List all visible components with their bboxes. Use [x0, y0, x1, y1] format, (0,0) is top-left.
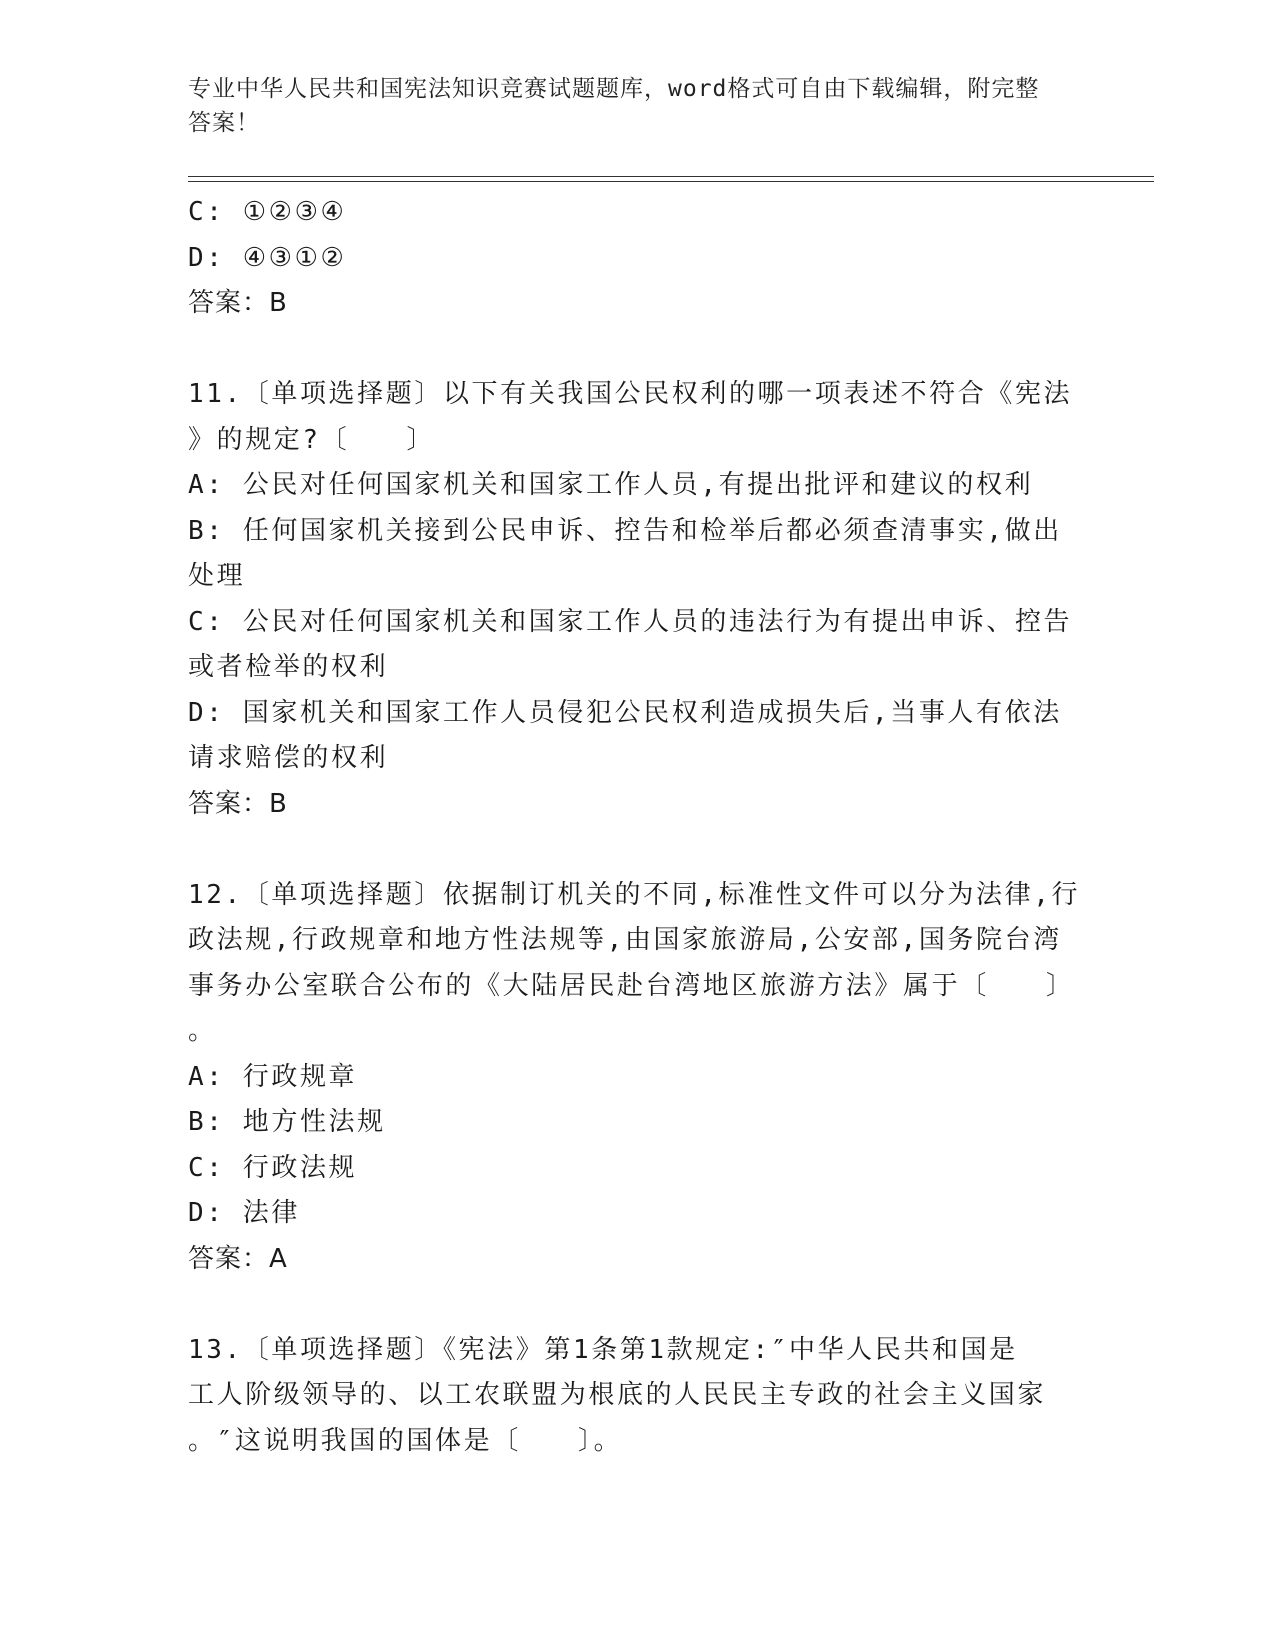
header-rule-top	[188, 176, 1154, 177]
option-d-cont: 请求赔偿的权利	[188, 743, 389, 773]
option-b: B: 任何国家机关接到公民申诉、控告和检举后都必须查清事实,做出	[188, 515, 1062, 546]
option-c-cont: 或者检举的权利	[188, 652, 389, 682]
option-d: D: 法律	[188, 1198, 300, 1228]
question-stem-cont: 》的规定?〔 〕	[188, 424, 436, 455]
question-stem: 11.〔单项选择题〕以下有关我国公民权利的哪一项表述不符合《宪法	[188, 379, 1073, 409]
option-d: D: 国家机关和国家工作人员侵犯公民权利造成损失后,当事人有依法	[188, 697, 1062, 728]
option-d: D: ④③①②	[188, 242, 347, 273]
option-a: A: 行政规章	[188, 1061, 358, 1092]
question-stem-cont: 政法规,行政规章和地方性法规等,由国家旅游局,公安部,国务院台湾	[188, 925, 1062, 955]
spacer	[188, 327, 1088, 373]
document-header	[188, 72, 1068, 140]
header-line-1: 专业中华人民共和国宪法知识竞赛试题题库，word格式可自由下载编辑，附完整	[188, 76, 1040, 102]
question-10-tail	[188, 190, 1088, 327]
option-c: C: 公民对任何国家机关和国家工作人员的违法行为有提出申诉、控告	[188, 606, 1073, 637]
question-stem-cont: 事务办公室联合公布的《大陆居民赴台湾地区旅游方法》属于〔 〕	[188, 970, 1075, 1001]
option-b-cont: 处理	[188, 561, 246, 591]
option-b: B: 地方性法规	[188, 1107, 386, 1137]
spacer	[188, 827, 1088, 873]
answer-line: 答案：B	[188, 788, 288, 819]
spacer	[188, 1282, 1088, 1328]
option-a: A: 公民对任何国家机关和国家工作人员,有提出批评和建议的权利	[188, 470, 1034, 500]
question-stem-cont: 工人阶级领导的、以工农联盟为根底的人民民主专政的社会主义国家	[188, 1380, 1047, 1410]
question-stem: 13.〔单项选择题〕《宪法》第1条第1款规定:″中华人民共和国是	[188, 1334, 1018, 1365]
document-body	[188, 190, 1088, 1464]
question-stem: 12.〔单项选择题〕依据制订机关的不同,标准性文件可以分为法律,行	[188, 879, 1081, 910]
question-stem-cont: 。	[188, 1016, 217, 1046]
question-stem-cont: 。″这说明我国的国体是〔 〕。	[188, 1425, 623, 1456]
option-c: C: ①②③④	[188, 197, 347, 227]
header-line-2: 答案！	[188, 110, 260, 136]
question-11	[188, 372, 1088, 827]
answer-line: 答案：B	[188, 288, 288, 318]
question-12	[188, 873, 1088, 1283]
header-rule-bottom	[188, 181, 1154, 182]
option-c: C: 行政法规	[188, 1152, 358, 1183]
question-13	[188, 1328, 1088, 1465]
answer-line: 答案：A	[188, 1243, 288, 1274]
